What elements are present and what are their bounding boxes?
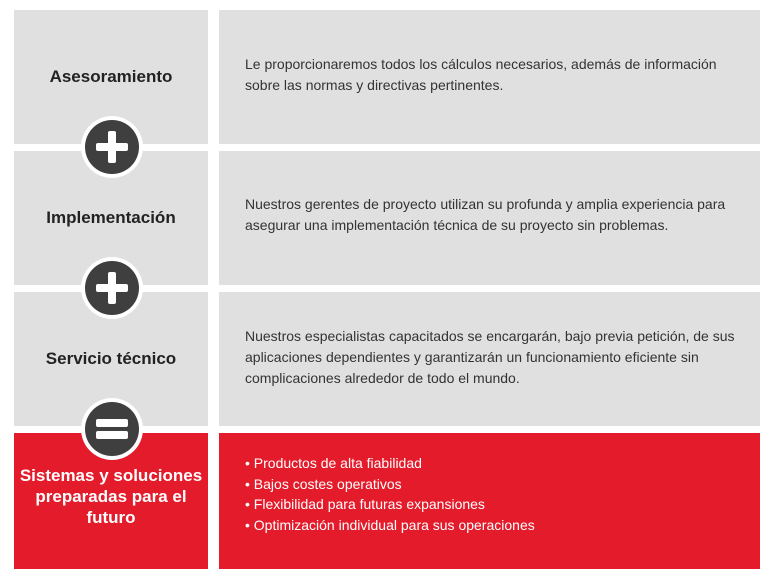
row-description-asesoramiento <box>219 10 760 144</box>
row-description-text: Nuestros gerentes de proyecto utilizan su profunda y amplia experiencia para asegurar una implementación técnica de su proyecto sin problemas. <box>245 196 726 233</box>
equals-icon <box>81 398 143 460</box>
plus-icon <box>81 116 143 178</box>
row-description-sistemas-y-soluciones <box>219 433 760 569</box>
row-description-text: Le proporcionaremos todos los cálculos necesarios, además de información sobre las normas y directivas pertinentes. <box>245 56 717 93</box>
benefits-list <box>245 453 535 535</box>
row-label-text: Servicio técnico <box>45 349 177 368</box>
row-description-text: Nuestros especialistas capacitados se encargarán, bajo previa petición, de sus aplicaciones dependientes y garantizarán un funcionamiento eficiente sin complicaciones alrededor de todo el mundo. <box>245 327 735 386</box>
benefit-item: • Bajos costes operativos <box>245 474 535 495</box>
row-label-text: Implementación <box>46 208 176 227</box>
benefit-item: • Optimización individual para sus operaciones <box>245 515 535 536</box>
row-label-text: Sistemas y soluciones preparadas para el futuro <box>19 465 203 527</box>
benefit-item: • Flexibilidad para futuras expansiones <box>245 494 535 515</box>
benefit-item: • Productos de alta fiabilidad <box>245 453 535 474</box>
row-label-text: Asesoramiento <box>49 67 173 86</box>
row-description-implementacion <box>219 151 760 285</box>
plus-icon <box>81 257 143 319</box>
row-description-servicio-tecnico <box>219 292 760 426</box>
